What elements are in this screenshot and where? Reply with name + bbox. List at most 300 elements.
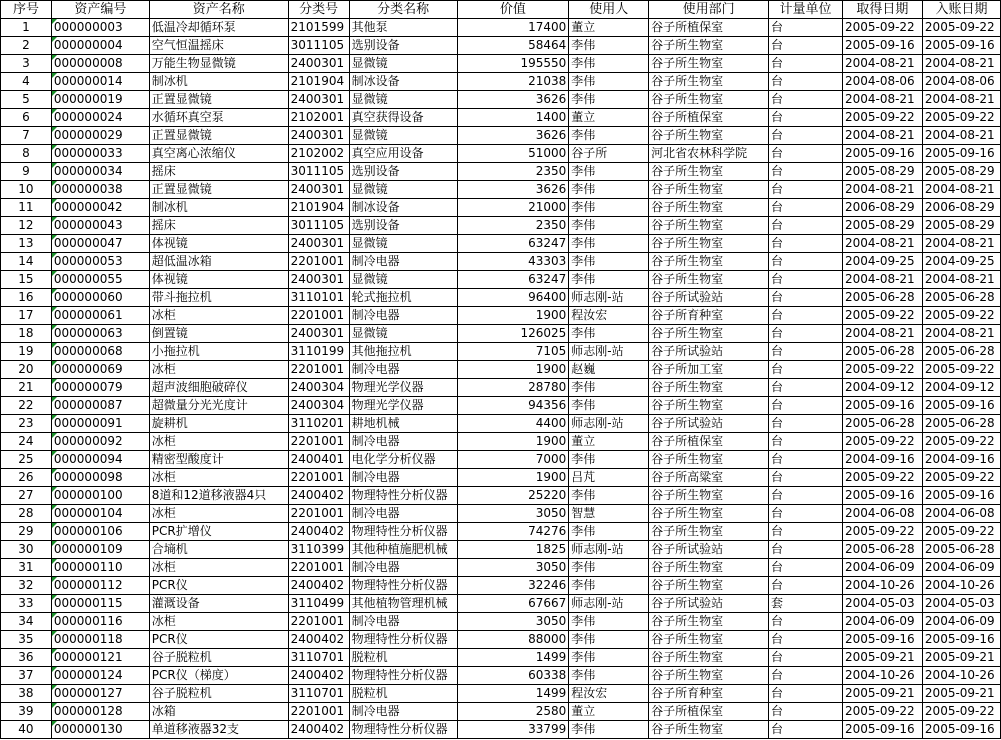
cell-user[interactable]: 李伟 bbox=[569, 235, 649, 253]
cell-category-code[interactable]: 2201001 bbox=[288, 559, 349, 577]
cell-value[interactable]: 43303 bbox=[457, 253, 569, 271]
cell-booked-date[interactable]: 2005-09-22 bbox=[922, 433, 1000, 451]
cell-booked-date[interactable]: 2005-08-29 bbox=[922, 163, 1000, 181]
cell-acquired-date[interactable]: 2006-08-29 bbox=[842, 199, 922, 217]
cell-index[interactable]: 28 bbox=[1, 505, 52, 523]
cell-acquired-date[interactable]: 2004-08-21 bbox=[842, 235, 922, 253]
cell-booked-date[interactable]: 2005-09-22 bbox=[922, 469, 1000, 487]
cell-index[interactable]: 30 bbox=[1, 541, 52, 559]
cell-department[interactable]: 谷子所生物室 bbox=[649, 325, 769, 343]
cell-value[interactable]: 33799 bbox=[457, 721, 569, 739]
cell-category-name[interactable]: 显微镜 bbox=[349, 127, 457, 145]
cell-index[interactable]: 29 bbox=[1, 523, 52, 541]
cell-value[interactable]: 96400 bbox=[457, 289, 569, 307]
cell-unit[interactable]: 台 bbox=[769, 343, 843, 361]
cell-acquired-date[interactable]: 2005-09-22 bbox=[842, 307, 922, 325]
cell-value[interactable]: 2350 bbox=[457, 163, 569, 181]
cell-value[interactable]: 126025 bbox=[457, 325, 569, 343]
cell-user[interactable]: 李伟 bbox=[569, 451, 649, 469]
cell-category-code[interactable]: 2201001 bbox=[288, 433, 349, 451]
cell-asset-code[interactable]: 000000060 bbox=[51, 289, 149, 307]
cell-user[interactable]: 李伟 bbox=[569, 199, 649, 217]
cell-category-code[interactable]: 2400402 bbox=[288, 667, 349, 685]
cell-booked-date[interactable]: 2005-09-16 bbox=[922, 145, 1000, 163]
cell-user[interactable]: 李伟 bbox=[569, 217, 649, 235]
cell-asset-code[interactable]: 000000092 bbox=[51, 433, 149, 451]
cell-category-code[interactable]: 3011105 bbox=[288, 217, 349, 235]
cell-acquired-date[interactable]: 2005-09-16 bbox=[842, 721, 922, 739]
cell-category-code[interactable]: 2201001 bbox=[288, 469, 349, 487]
cell-category-code[interactable]: 2101904 bbox=[288, 73, 349, 91]
cell-asset-code[interactable]: 000000087 bbox=[51, 397, 149, 415]
cell-index[interactable]: 19 bbox=[1, 343, 52, 361]
cell-acquired-date[interactable]: 2005-06-28 bbox=[842, 289, 922, 307]
cell-value[interactable]: 67667 bbox=[457, 595, 569, 613]
cell-department[interactable]: 谷子所生物室 bbox=[649, 271, 769, 289]
cell-asset-code[interactable]: 000000104 bbox=[51, 505, 149, 523]
cell-asset-name[interactable]: 制冰机 bbox=[149, 73, 288, 91]
cell-unit[interactable]: 台 bbox=[769, 451, 843, 469]
cell-asset-code[interactable]: 000000038 bbox=[51, 181, 149, 199]
cell-value[interactable]: 1499 bbox=[457, 649, 569, 667]
cell-unit[interactable]: 台 bbox=[769, 307, 843, 325]
cell-index[interactable]: 17 bbox=[1, 307, 52, 325]
cell-user[interactable]: 李伟 bbox=[569, 253, 649, 271]
cell-acquired-date[interactable]: 2005-09-16 bbox=[842, 631, 922, 649]
cell-value[interactable]: 74276 bbox=[457, 523, 569, 541]
col-header-category-code[interactable]: 分类号 bbox=[288, 1, 349, 19]
cell-acquired-date[interactable]: 2004-08-21 bbox=[842, 325, 922, 343]
cell-user[interactable]: 李伟 bbox=[569, 181, 649, 199]
cell-unit[interactable]: 台 bbox=[769, 613, 843, 631]
cell-asset-name[interactable]: 冰柜 bbox=[149, 559, 288, 577]
col-header-acquired-date[interactable]: 取得日期 bbox=[842, 1, 922, 19]
cell-user[interactable]: 师志刚-站 bbox=[569, 541, 649, 559]
cell-acquired-date[interactable]: 2004-06-09 bbox=[842, 559, 922, 577]
cell-index[interactable]: 15 bbox=[1, 271, 52, 289]
cell-booked-date[interactable]: 2005-09-16 bbox=[922, 487, 1000, 505]
cell-category-name[interactable]: 物理特性分析仪器 bbox=[349, 523, 457, 541]
cell-acquired-date[interactable]: 2005-09-22 bbox=[842, 433, 922, 451]
cell-acquired-date[interactable]: 2004-06-09 bbox=[842, 613, 922, 631]
cell-category-name[interactable]: 耕地机械 bbox=[349, 415, 457, 433]
cell-asset-code[interactable]: 000000098 bbox=[51, 469, 149, 487]
col-header-booked-date[interactable]: 入账日期 bbox=[922, 1, 1000, 19]
cell-asset-code[interactable]: 000000106 bbox=[51, 523, 149, 541]
cell-user[interactable]: 师志刚-站 bbox=[569, 289, 649, 307]
cell-acquired-date[interactable]: 2004-09-25 bbox=[842, 253, 922, 271]
cell-asset-code[interactable]: 000000112 bbox=[51, 577, 149, 595]
cell-booked-date[interactable]: 2005-06-28 bbox=[922, 343, 1000, 361]
cell-category-name[interactable]: 显微镜 bbox=[349, 181, 457, 199]
cell-department[interactable]: 谷子所生物室 bbox=[649, 577, 769, 595]
cell-booked-date[interactable]: 2004-09-16 bbox=[922, 451, 1000, 469]
cell-department[interactable]: 谷子所生物室 bbox=[649, 199, 769, 217]
cell-asset-name[interactable]: 倒置镜 bbox=[149, 325, 288, 343]
cell-department[interactable]: 谷子所生物室 bbox=[649, 37, 769, 55]
cell-category-name[interactable]: 脱粒机 bbox=[349, 649, 457, 667]
cell-unit[interactable]: 台 bbox=[769, 361, 843, 379]
cell-user[interactable]: 李伟 bbox=[569, 487, 649, 505]
cell-value[interactable]: 7000 bbox=[457, 451, 569, 469]
cell-user[interactable]: 李伟 bbox=[569, 325, 649, 343]
cell-index[interactable]: 26 bbox=[1, 469, 52, 487]
cell-unit[interactable]: 台 bbox=[769, 667, 843, 685]
cell-index[interactable]: 10 bbox=[1, 181, 52, 199]
cell-unit[interactable]: 台 bbox=[769, 685, 843, 703]
cell-index[interactable]: 4 bbox=[1, 73, 52, 91]
cell-unit[interactable]: 台 bbox=[769, 181, 843, 199]
cell-booked-date[interactable]: 2005-06-28 bbox=[922, 289, 1000, 307]
cell-value[interactable]: 63247 bbox=[457, 271, 569, 289]
cell-unit[interactable]: 台 bbox=[769, 505, 843, 523]
cell-asset-name[interactable]: 冰柜 bbox=[149, 505, 288, 523]
cell-user[interactable]: 吕芃 bbox=[569, 469, 649, 487]
cell-acquired-date[interactable]: 2004-09-12 bbox=[842, 379, 922, 397]
cell-department[interactable]: 谷子所生物室 bbox=[649, 73, 769, 91]
cell-asset-code[interactable]: 000000004 bbox=[51, 37, 149, 55]
cell-category-code[interactable]: 2201001 bbox=[288, 505, 349, 523]
cell-unit[interactable]: 台 bbox=[769, 541, 843, 559]
cell-category-name[interactable]: 其他泵 bbox=[349, 19, 457, 37]
cell-asset-name[interactable]: 正置显微镜 bbox=[149, 181, 288, 199]
cell-booked-date[interactable]: 2004-06-08 bbox=[922, 505, 1000, 523]
cell-index[interactable]: 16 bbox=[1, 289, 52, 307]
cell-category-name[interactable]: 制冷电器 bbox=[349, 613, 457, 631]
cell-asset-name[interactable]: 精密型酸度计 bbox=[149, 451, 288, 469]
cell-booked-date[interactable]: 2004-06-09 bbox=[922, 559, 1000, 577]
cell-booked-date[interactable]: 2005-08-29 bbox=[922, 217, 1000, 235]
cell-asset-name[interactable]: 超低温冰箱 bbox=[149, 253, 288, 271]
cell-category-code[interactable]: 2201001 bbox=[288, 613, 349, 631]
cell-index[interactable]: 32 bbox=[1, 577, 52, 595]
cell-category-name[interactable]: 制冷电器 bbox=[349, 307, 457, 325]
cell-asset-name[interactable]: 体视镜 bbox=[149, 235, 288, 253]
cell-asset-code[interactable]: 000000116 bbox=[51, 613, 149, 631]
cell-department[interactable]: 谷子所生物室 bbox=[649, 451, 769, 469]
cell-department[interactable]: 谷子所生物室 bbox=[649, 649, 769, 667]
cell-category-name[interactable]: 制冷电器 bbox=[349, 469, 457, 487]
cell-value[interactable]: 25220 bbox=[457, 487, 569, 505]
cell-unit[interactable]: 台 bbox=[769, 721, 843, 739]
cell-value[interactable]: 58464 bbox=[457, 37, 569, 55]
cell-value[interactable]: 94356 bbox=[457, 397, 569, 415]
cell-acquired-date[interactable]: 2005-09-22 bbox=[842, 469, 922, 487]
cell-asset-name[interactable]: 灌溉设备 bbox=[149, 595, 288, 613]
cell-category-code[interactable]: 2400402 bbox=[288, 577, 349, 595]
cell-asset-code[interactable]: 000000109 bbox=[51, 541, 149, 559]
cell-booked-date[interactable]: 2005-09-22 bbox=[922, 307, 1000, 325]
cell-category-name[interactable]: 显微镜 bbox=[349, 91, 457, 109]
cell-booked-date[interactable]: 2005-09-22 bbox=[922, 19, 1000, 37]
cell-value[interactable]: 2350 bbox=[457, 217, 569, 235]
cell-user[interactable]: 李伟 bbox=[569, 127, 649, 145]
cell-asset-name[interactable]: PCR仪（梯度） bbox=[149, 667, 288, 685]
cell-unit[interactable]: 台 bbox=[769, 127, 843, 145]
cell-index[interactable]: 35 bbox=[1, 631, 52, 649]
cell-category-code[interactable]: 3110701 bbox=[288, 649, 349, 667]
cell-index[interactable]: 7 bbox=[1, 127, 52, 145]
col-header-category-name[interactable]: 分类名称 bbox=[349, 1, 457, 19]
cell-department[interactable]: 谷子所育种室 bbox=[649, 685, 769, 703]
cell-user[interactable]: 谷子所 bbox=[569, 145, 649, 163]
cell-unit[interactable]: 台 bbox=[769, 109, 843, 127]
cell-category-code[interactable]: 3110101 bbox=[288, 289, 349, 307]
cell-value[interactable]: 1900 bbox=[457, 307, 569, 325]
cell-user[interactable]: 程汝宏 bbox=[569, 685, 649, 703]
cell-category-name[interactable]: 其他植物管理机械 bbox=[349, 595, 457, 613]
cell-department[interactable]: 谷子所生物室 bbox=[649, 523, 769, 541]
cell-acquired-date[interactable]: 2005-09-21 bbox=[842, 685, 922, 703]
cell-acquired-date[interactable]: 2005-06-28 bbox=[842, 343, 922, 361]
cell-value[interactable]: 28780 bbox=[457, 379, 569, 397]
cell-asset-name[interactable]: 谷子脱粒机 bbox=[149, 685, 288, 703]
col-header-value[interactable]: 价值 bbox=[457, 1, 569, 19]
cell-user[interactable]: 李伟 bbox=[569, 613, 649, 631]
cell-category-name[interactable]: 选别设备 bbox=[349, 37, 457, 55]
cell-acquired-date[interactable]: 2005-06-28 bbox=[842, 415, 922, 433]
cell-asset-code[interactable]: 000000043 bbox=[51, 217, 149, 235]
cell-category-name[interactable]: 制冷电器 bbox=[349, 433, 457, 451]
cell-category-name[interactable]: 制冷电器 bbox=[349, 703, 457, 721]
cell-index[interactable]: 24 bbox=[1, 433, 52, 451]
cell-value[interactable]: 32246 bbox=[457, 577, 569, 595]
cell-acquired-date[interactable]: 2004-05-03 bbox=[842, 595, 922, 613]
cell-user[interactable]: 程汝宏 bbox=[569, 307, 649, 325]
cell-asset-code[interactable]: 000000053 bbox=[51, 253, 149, 271]
cell-asset-name[interactable]: 小拖拉机 bbox=[149, 343, 288, 361]
cell-booked-date[interactable]: 2005-06-28 bbox=[922, 415, 1000, 433]
cell-booked-date[interactable]: 2004-05-03 bbox=[922, 595, 1000, 613]
cell-asset-code[interactable]: 000000091 bbox=[51, 415, 149, 433]
cell-index[interactable]: 12 bbox=[1, 217, 52, 235]
cell-value[interactable]: 1825 bbox=[457, 541, 569, 559]
cell-booked-date[interactable]: 2005-06-28 bbox=[922, 541, 1000, 559]
cell-category-name[interactable]: 制冷电器 bbox=[349, 559, 457, 577]
cell-unit[interactable]: 台 bbox=[769, 19, 843, 37]
cell-category-name[interactable]: 其他种植施肥机械 bbox=[349, 541, 457, 559]
cell-index[interactable]: 37 bbox=[1, 667, 52, 685]
cell-value[interactable]: 3050 bbox=[457, 505, 569, 523]
cell-user[interactable]: 董立 bbox=[569, 19, 649, 37]
cell-acquired-date[interactable]: 2005-09-22 bbox=[842, 361, 922, 379]
cell-user[interactable]: 李伟 bbox=[569, 577, 649, 595]
cell-asset-code[interactable]: 000000029 bbox=[51, 127, 149, 145]
cell-acquired-date[interactable]: 2005-08-29 bbox=[842, 163, 922, 181]
cell-unit[interactable]: 台 bbox=[769, 577, 843, 595]
cell-value[interactable]: 1900 bbox=[457, 469, 569, 487]
cell-department[interactable]: 谷子所试验站 bbox=[649, 289, 769, 307]
cell-department[interactable]: 谷子所加工室 bbox=[649, 361, 769, 379]
cell-value[interactable]: 195550 bbox=[457, 55, 569, 73]
cell-unit[interactable]: 台 bbox=[769, 199, 843, 217]
cell-department[interactable]: 谷子所植保室 bbox=[649, 19, 769, 37]
cell-value[interactable]: 3626 bbox=[457, 91, 569, 109]
cell-asset-code[interactable]: 000000047 bbox=[51, 235, 149, 253]
cell-acquired-date[interactable]: 2004-08-06 bbox=[842, 73, 922, 91]
cell-index[interactable]: 2 bbox=[1, 37, 52, 55]
cell-unit[interactable]: 台 bbox=[769, 325, 843, 343]
cell-category-code[interactable]: 3011105 bbox=[288, 37, 349, 55]
cell-value[interactable]: 4400 bbox=[457, 415, 569, 433]
cell-asset-name[interactable]: 8道和12道移液器4只 bbox=[149, 487, 288, 505]
cell-asset-name[interactable]: 正置显微镜 bbox=[149, 91, 288, 109]
cell-asset-name[interactable]: 摇床 bbox=[149, 217, 288, 235]
cell-user[interactable]: 李伟 bbox=[569, 163, 649, 181]
cell-asset-code[interactable]: 000000130 bbox=[51, 721, 149, 739]
cell-category-name[interactable]: 真空获得设备 bbox=[349, 109, 457, 127]
cell-category-code[interactable]: 2201001 bbox=[288, 703, 349, 721]
cell-department[interactable]: 谷子所生物室 bbox=[649, 127, 769, 145]
cell-category-code[interactable]: 2400402 bbox=[288, 631, 349, 649]
cell-asset-code[interactable]: 000000068 bbox=[51, 343, 149, 361]
cell-unit[interactable]: 台 bbox=[769, 91, 843, 109]
cell-department[interactable]: 谷子所生物室 bbox=[649, 379, 769, 397]
cell-category-code[interactable]: 2201001 bbox=[288, 361, 349, 379]
cell-unit[interactable]: 台 bbox=[769, 703, 843, 721]
cell-acquired-date[interactable]: 2005-09-22 bbox=[842, 523, 922, 541]
cell-booked-date[interactable]: 2005-09-21 bbox=[922, 685, 1000, 703]
cell-user[interactable]: 李伟 bbox=[569, 523, 649, 541]
cell-value[interactable]: 3626 bbox=[457, 181, 569, 199]
cell-category-code[interactable]: 2400301 bbox=[288, 55, 349, 73]
cell-asset-code[interactable]: 000000124 bbox=[51, 667, 149, 685]
cell-department[interactable]: 谷子所植保室 bbox=[649, 703, 769, 721]
cell-asset-name[interactable]: 冰柜 bbox=[149, 469, 288, 487]
cell-value[interactable]: 2580 bbox=[457, 703, 569, 721]
cell-asset-name[interactable]: 正置显微镜 bbox=[149, 127, 288, 145]
cell-acquired-date[interactable]: 2005-06-28 bbox=[842, 541, 922, 559]
cell-acquired-date[interactable]: 2004-08-21 bbox=[842, 181, 922, 199]
cell-booked-date[interactable]: 2004-09-12 bbox=[922, 379, 1000, 397]
cell-category-code[interactable]: 2400402 bbox=[288, 523, 349, 541]
col-header-asset-code[interactable]: 资产编号 bbox=[51, 1, 149, 19]
cell-user[interactable]: 李伟 bbox=[569, 559, 649, 577]
cell-booked-date[interactable]: 2005-09-16 bbox=[922, 631, 1000, 649]
cell-value[interactable]: 21000 bbox=[457, 199, 569, 217]
cell-index[interactable]: 18 bbox=[1, 325, 52, 343]
cell-index[interactable]: 38 bbox=[1, 685, 52, 703]
cell-booked-date[interactable]: 2004-09-25 bbox=[922, 253, 1000, 271]
cell-booked-date[interactable]: 2004-08-21 bbox=[922, 91, 1000, 109]
cell-index[interactable]: 31 bbox=[1, 559, 52, 577]
cell-acquired-date[interactable]: 2004-09-16 bbox=[842, 451, 922, 469]
cell-value[interactable]: 3050 bbox=[457, 613, 569, 631]
cell-asset-code[interactable]: 000000055 bbox=[51, 271, 149, 289]
cell-category-name[interactable]: 选别设备 bbox=[349, 163, 457, 181]
cell-asset-code[interactable]: 000000100 bbox=[51, 487, 149, 505]
cell-category-code[interactable]: 2102002 bbox=[288, 145, 349, 163]
cell-category-name[interactable]: 物理特性分析仪器 bbox=[349, 487, 457, 505]
cell-category-name[interactable]: 物理特性分析仪器 bbox=[349, 631, 457, 649]
cell-index[interactable]: 34 bbox=[1, 613, 52, 631]
cell-acquired-date[interactable]: 2004-08-21 bbox=[842, 55, 922, 73]
col-header-user[interactable]: 使用人 bbox=[569, 1, 649, 19]
cell-asset-code[interactable]: 000000128 bbox=[51, 703, 149, 721]
cell-category-code[interactable]: 3110199 bbox=[288, 343, 349, 361]
cell-user[interactable]: 董立 bbox=[569, 433, 649, 451]
cell-category-name[interactable]: 物理特性分析仪器 bbox=[349, 721, 457, 739]
cell-category-name[interactable]: 制冷电器 bbox=[349, 253, 457, 271]
cell-category-code[interactable]: 3110201 bbox=[288, 415, 349, 433]
cell-booked-date[interactable]: 2005-09-16 bbox=[922, 721, 1000, 739]
cell-unit[interactable]: 台 bbox=[769, 487, 843, 505]
cell-index[interactable]: 39 bbox=[1, 703, 52, 721]
cell-category-name[interactable]: 物理光学仪器 bbox=[349, 379, 457, 397]
cell-department[interactable]: 谷子所生物室 bbox=[649, 181, 769, 199]
cell-user[interactable]: 李伟 bbox=[569, 37, 649, 55]
cell-unit[interactable]: 台 bbox=[769, 271, 843, 289]
cell-booked-date[interactable]: 2005-09-22 bbox=[922, 523, 1000, 541]
cell-value[interactable]: 1900 bbox=[457, 433, 569, 451]
cell-asset-name[interactable]: 谷子脱粒机 bbox=[149, 649, 288, 667]
cell-category-code[interactable]: 2400304 bbox=[288, 397, 349, 415]
cell-value[interactable]: 1900 bbox=[457, 361, 569, 379]
cell-department[interactable]: 谷子所生物室 bbox=[649, 163, 769, 181]
cell-index[interactable]: 21 bbox=[1, 379, 52, 397]
cell-booked-date[interactable]: 2004-08-21 bbox=[922, 55, 1000, 73]
cell-department[interactable]: 谷子所生物室 bbox=[649, 487, 769, 505]
cell-category-name[interactable]: 真空应用设备 bbox=[349, 145, 457, 163]
cell-category-code[interactable]: 2400401 bbox=[288, 451, 349, 469]
cell-unit[interactable]: 台 bbox=[769, 433, 843, 451]
cell-category-code[interactable]: 3110399 bbox=[288, 541, 349, 559]
cell-index[interactable]: 11 bbox=[1, 199, 52, 217]
cell-acquired-date[interactable]: 2005-08-29 bbox=[842, 217, 922, 235]
cell-booked-date[interactable]: 2004-10-26 bbox=[922, 577, 1000, 595]
cell-department[interactable]: 谷子所生物室 bbox=[649, 217, 769, 235]
cell-asset-name[interactable]: 真空离心浓缩仪 bbox=[149, 145, 288, 163]
cell-asset-code[interactable]: 000000118 bbox=[51, 631, 149, 649]
cell-asset-code[interactable]: 000000069 bbox=[51, 361, 149, 379]
cell-acquired-date[interactable]: 2005-09-16 bbox=[842, 145, 922, 163]
cell-asset-name[interactable]: 冰箱 bbox=[149, 703, 288, 721]
cell-department[interactable]: 谷子所试验站 bbox=[649, 415, 769, 433]
cell-asset-name[interactable]: 合墒机 bbox=[149, 541, 288, 559]
cell-value[interactable]: 51000 bbox=[457, 145, 569, 163]
cell-category-code[interactable]: 2201001 bbox=[288, 307, 349, 325]
cell-category-code[interactable]: 2101904 bbox=[288, 199, 349, 217]
cell-category-name[interactable]: 轮式拖拉机 bbox=[349, 289, 457, 307]
cell-department[interactable]: 河北省农林科学院 bbox=[649, 145, 769, 163]
cell-unit[interactable]: 台 bbox=[769, 145, 843, 163]
cell-booked-date[interactable]: 2005-09-22 bbox=[922, 109, 1000, 127]
cell-asset-code[interactable]: 000000115 bbox=[51, 595, 149, 613]
cell-asset-name[interactable]: 超微量分光光度计 bbox=[149, 397, 288, 415]
cell-user[interactable]: 赵巍 bbox=[569, 361, 649, 379]
cell-category-code[interactable]: 2400301 bbox=[288, 127, 349, 145]
cell-value[interactable]: 7105 bbox=[457, 343, 569, 361]
cell-unit[interactable]: 套 bbox=[769, 595, 843, 613]
cell-index[interactable]: 40 bbox=[1, 721, 52, 739]
cell-department[interactable]: 谷子所生物室 bbox=[649, 235, 769, 253]
cell-value[interactable]: 1400 bbox=[457, 109, 569, 127]
cell-asset-code[interactable]: 000000127 bbox=[51, 685, 149, 703]
cell-booked-date[interactable]: 2005-09-22 bbox=[922, 703, 1000, 721]
cell-category-code[interactable]: 2102001 bbox=[288, 109, 349, 127]
cell-category-code[interactable]: 2400402 bbox=[288, 487, 349, 505]
cell-acquired-date[interactable]: 2005-09-22 bbox=[842, 109, 922, 127]
cell-category-name[interactable]: 显微镜 bbox=[349, 325, 457, 343]
cell-category-code[interactable]: 2400301 bbox=[288, 91, 349, 109]
cell-user[interactable]: 师志刚-站 bbox=[569, 343, 649, 361]
cell-category-name[interactable]: 制冰设备 bbox=[349, 73, 457, 91]
cell-index[interactable]: 14 bbox=[1, 253, 52, 271]
cell-user[interactable]: 李伟 bbox=[569, 379, 649, 397]
cell-booked-date[interactable]: 2004-08-21 bbox=[922, 325, 1000, 343]
cell-asset-code[interactable]: 000000079 bbox=[51, 379, 149, 397]
cell-acquired-date[interactable]: 2004-06-08 bbox=[842, 505, 922, 523]
